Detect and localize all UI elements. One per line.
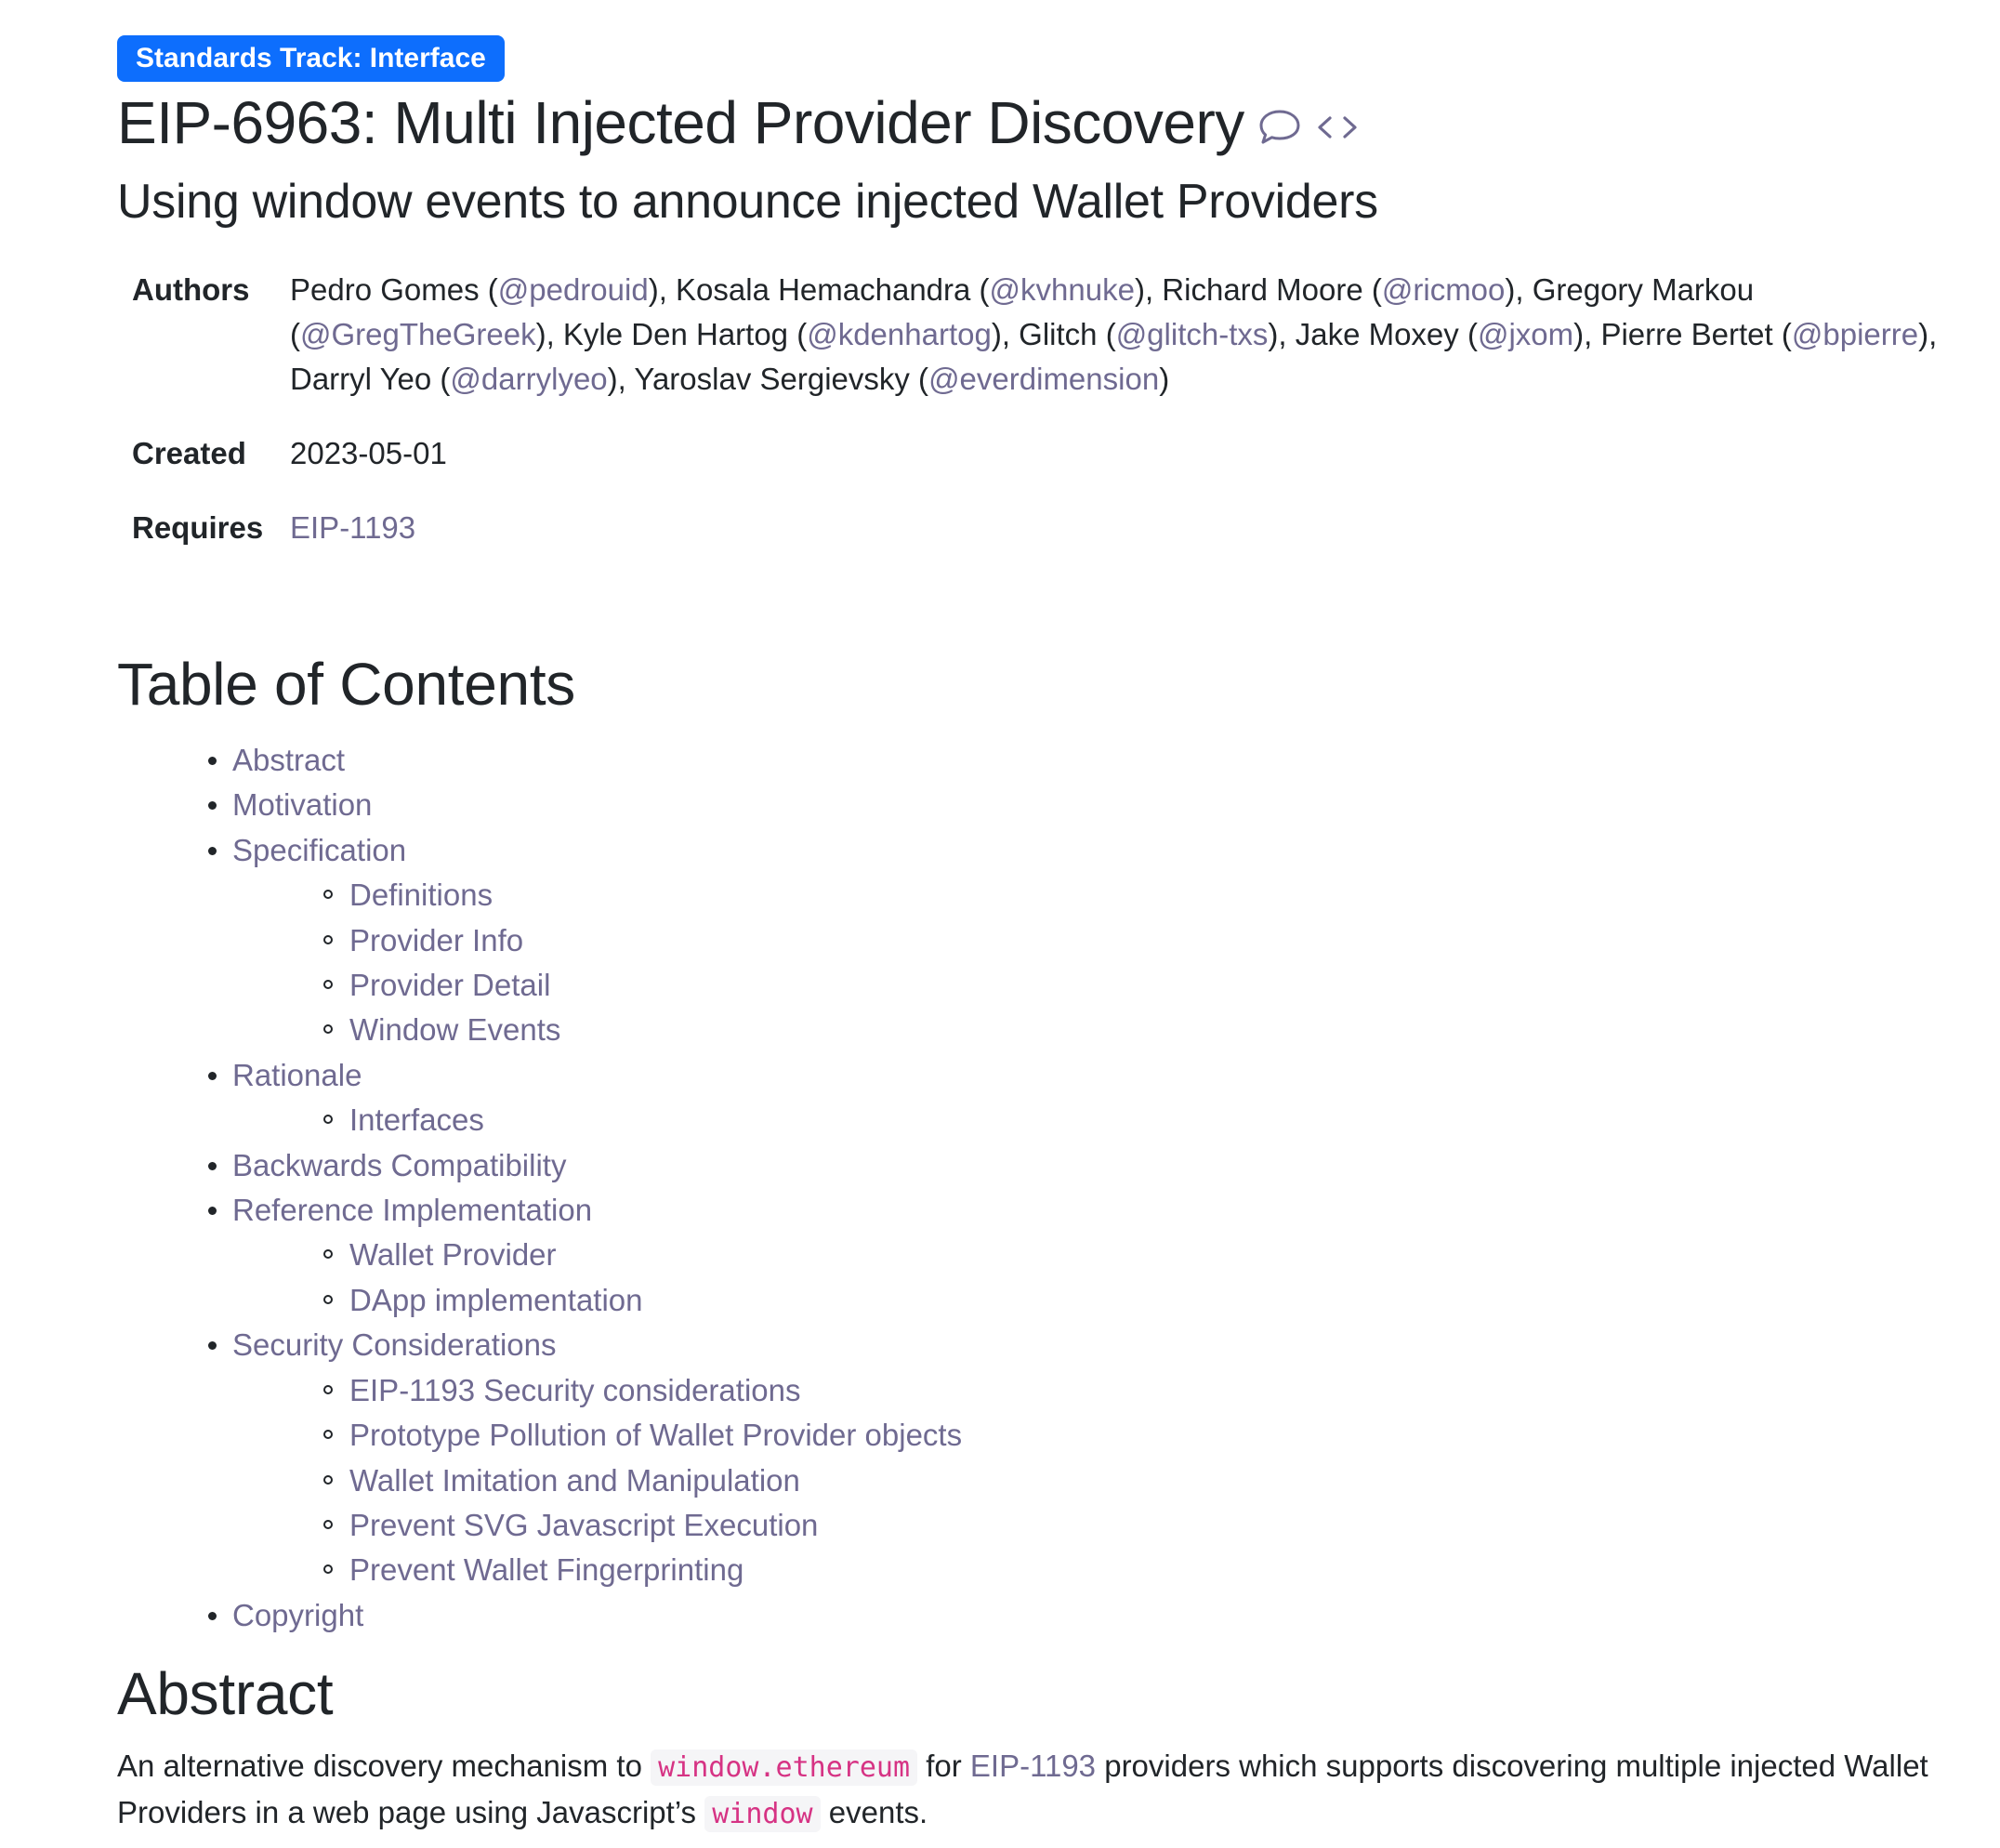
circle-bullet-icon bbox=[323, 1520, 333, 1529]
author-name: Glitch ( bbox=[1019, 317, 1116, 351]
toc-subitem bbox=[117, 1008, 1994, 1052]
circle-bullet-icon bbox=[323, 1564, 333, 1574]
author-separator: ), bbox=[1918, 317, 1938, 351]
requires-link[interactable]: EIP-1193 bbox=[290, 510, 416, 545]
toc-link[interactable]: Copyright bbox=[232, 1597, 364, 1632]
author-handle-link[interactable]: @kdenhartog bbox=[807, 317, 992, 351]
toc-subitem bbox=[117, 873, 1994, 917]
author-name: Pedro Gomes ( bbox=[290, 272, 498, 307]
author-separator: ), bbox=[1505, 272, 1533, 307]
created-row bbox=[117, 402, 1981, 476]
title-row bbox=[117, 86, 1994, 160]
toc-subitem bbox=[117, 1278, 1994, 1323]
abstract-text-2: for bbox=[917, 1749, 970, 1784]
toc-sublink[interactable]: Wallet Provider bbox=[349, 1237, 557, 1273]
toc-subitem bbox=[117, 1098, 1994, 1142]
circle-bullet-icon bbox=[323, 935, 333, 944]
toc-item bbox=[117, 1323, 1994, 1592]
toc-subitem bbox=[117, 1459, 1994, 1503]
toc-link[interactable]: Rationale bbox=[232, 1057, 362, 1092]
toc-item bbox=[117, 1593, 1994, 1638]
bullet-icon bbox=[208, 757, 217, 765]
eip-content bbox=[117, 35, 1994, 1837]
toc-item bbox=[117, 738, 1994, 783]
toc-sublink[interactable]: Interfaces bbox=[349, 1102, 484, 1138]
bullet-icon bbox=[208, 1612, 217, 1620]
page-subtitle: Using window events to announce injected Wallet Providers bbox=[117, 175, 1378, 229]
circle-bullet-icon bbox=[323, 1115, 333, 1124]
author-separator: ), bbox=[1134, 272, 1163, 307]
author-handle-link[interactable]: @glitch-txs bbox=[1115, 317, 1269, 351]
author-name: Pierre Bertet ( bbox=[1600, 317, 1792, 351]
bullet-icon bbox=[208, 1207, 217, 1215]
author-name: Kosala Hemachandra ( bbox=[676, 272, 990, 307]
authors-row bbox=[117, 268, 1981, 402]
author-separator: ) bbox=[1159, 362, 1170, 396]
author-name: Jake Moxey ( bbox=[1295, 317, 1478, 351]
requires-label: Requires bbox=[132, 510, 264, 545]
authors-list bbox=[290, 268, 1981, 402]
eip-1193-link[interactable]: EIP-1193 bbox=[969, 1749, 1097, 1784]
author-name: Richard Moore ( bbox=[1162, 272, 1382, 307]
toc-sublist bbox=[232, 1098, 1994, 1142]
circle-bullet-icon bbox=[323, 1385, 333, 1394]
toc-sublink[interactable]: EIP-1193 Security considerations bbox=[349, 1372, 801, 1407]
toc-subitem bbox=[117, 1413, 1994, 1458]
code-window-ethereum: window.ethereum bbox=[651, 1749, 917, 1786]
toc-sublink[interactable]: Prevent SVG Javascript Execution bbox=[349, 1507, 819, 1542]
toc-subitem bbox=[117, 963, 1994, 1008]
author-separator: ), bbox=[991, 317, 1020, 351]
author-handle-link[interactable]: @jxom bbox=[1477, 317, 1574, 351]
author-separator: ), bbox=[1268, 317, 1296, 351]
bullet-icon bbox=[208, 801, 217, 810]
circle-bullet-icon bbox=[323, 980, 333, 989]
circle-bullet-icon bbox=[323, 1024, 333, 1034]
toc-item bbox=[117, 1143, 1994, 1188]
toc-item bbox=[117, 1053, 1994, 1143]
abstract-text-3: providers which supports discovering multiple injected Wallet Providers in a web page using Javascript’s bbox=[117, 1749, 1928, 1830]
toc-item bbox=[117, 828, 1994, 1053]
author-name: Gregory Markou ( bbox=[290, 272, 1755, 351]
title-icons bbox=[1257, 108, 1360, 147]
circle-bullet-icon bbox=[323, 1295, 333, 1304]
toc-list bbox=[117, 738, 1994, 1638]
toc-subitem bbox=[117, 1368, 1994, 1413]
author-name: Kyle Den Hartog ( bbox=[562, 317, 808, 351]
circle-bullet-icon bbox=[323, 1249, 333, 1259]
bullet-icon bbox=[208, 1162, 217, 1170]
authors-label: Authors bbox=[132, 272, 250, 307]
requires-row bbox=[117, 476, 1981, 550]
abstract-text-1: An alternative discovery mechanism to bbox=[117, 1749, 651, 1784]
author-name: Yaroslav Sergievsky ( bbox=[634, 362, 929, 396]
toc-sublist bbox=[232, 1368, 1994, 1593]
author-separator: ), bbox=[607, 362, 635, 396]
toc-link[interactable]: Backwards Compatibility bbox=[232, 1147, 567, 1182]
category-badge[interactable]: Standards Track: Interface bbox=[117, 35, 505, 82]
toc-sublink[interactable]: Definitions bbox=[349, 878, 493, 913]
toc-link[interactable]: Security Considerations bbox=[232, 1327, 557, 1363]
author-name: Darryl Yeo ( bbox=[290, 362, 451, 396]
toc-subitem bbox=[117, 1503, 1994, 1548]
code-window: window bbox=[704, 1796, 820, 1832]
speech-bubble-icon[interactable] bbox=[1257, 108, 1302, 147]
toc-subitem bbox=[117, 918, 1994, 963]
bullet-icon bbox=[208, 1341, 217, 1350]
created-label: Created bbox=[132, 436, 246, 470]
author-handle-link[interactable]: @GregTheGreek bbox=[300, 317, 536, 351]
circle-bullet-icon bbox=[323, 890, 333, 899]
toc-sublist bbox=[232, 873, 1994, 1053]
toc-link[interactable]: Reference Implementation bbox=[232, 1193, 593, 1228]
abstract-text-4: events. bbox=[820, 1795, 928, 1830]
toc-heading: Table of Contents bbox=[117, 651, 575, 718]
toc-sublink[interactable]: Prevent Wallet Fingerprinting bbox=[349, 1552, 744, 1588]
circle-bullet-icon bbox=[323, 1430, 333, 1439]
toc-sublist bbox=[232, 1233, 1994, 1323]
page-title: EIP-6963: Multi Injected Provider Discovery bbox=[117, 89, 1244, 156]
author-handle-link[interactable]: @bpierre bbox=[1791, 317, 1919, 351]
author-separator: ), bbox=[535, 317, 563, 351]
preamble-table bbox=[117, 268, 1981, 550]
author-handle-link[interactable]: @kvhnuke bbox=[989, 272, 1135, 307]
author-separator: ), bbox=[1573, 317, 1601, 351]
toc-sublink[interactable]: Provider Detail bbox=[349, 968, 551, 1003]
created-date: 2023-05-01 bbox=[290, 436, 447, 470]
toc-sublink[interactable]: Provider Info bbox=[349, 922, 524, 957]
abstract-heading: Abstract bbox=[117, 1660, 334, 1728]
toc-subitem bbox=[117, 1548, 1994, 1592]
toc-item bbox=[117, 783, 1994, 827]
toc-link[interactable]: Specification bbox=[232, 832, 407, 867]
toc-link[interactable]: Abstract bbox=[232, 743, 346, 777]
abstract-paragraph bbox=[117, 1744, 1985, 1837]
author-handle-link[interactable]: @darrylyeo bbox=[450, 362, 608, 396]
code-brackets-icon[interactable] bbox=[1315, 112, 1360, 142]
toc-subitem bbox=[117, 1233, 1994, 1277]
author-handle-link[interactable]: @ricmoo bbox=[1381, 272, 1506, 307]
author-handle-link[interactable]: @pedrouid bbox=[497, 272, 649, 307]
toc-link[interactable]: Motivation bbox=[232, 787, 373, 823]
toc-sublink[interactable]: Prototype Pollution of Wallet Provider objects bbox=[349, 1418, 963, 1453]
bullet-icon bbox=[208, 1072, 217, 1080]
circle-bullet-icon bbox=[323, 1475, 333, 1485]
author-separator: ), bbox=[648, 272, 677, 307]
toc-item bbox=[117, 1188, 1994, 1323]
author-handle-link[interactable]: @everdimension bbox=[928, 362, 1160, 396]
bullet-icon bbox=[208, 847, 217, 855]
toc-sublink[interactable]: Window Events bbox=[349, 1012, 561, 1048]
toc-sublink[interactable]: Wallet Imitation and Manipulation bbox=[349, 1462, 800, 1498]
toc-sublink[interactable]: DApp implementation bbox=[349, 1282, 643, 1317]
